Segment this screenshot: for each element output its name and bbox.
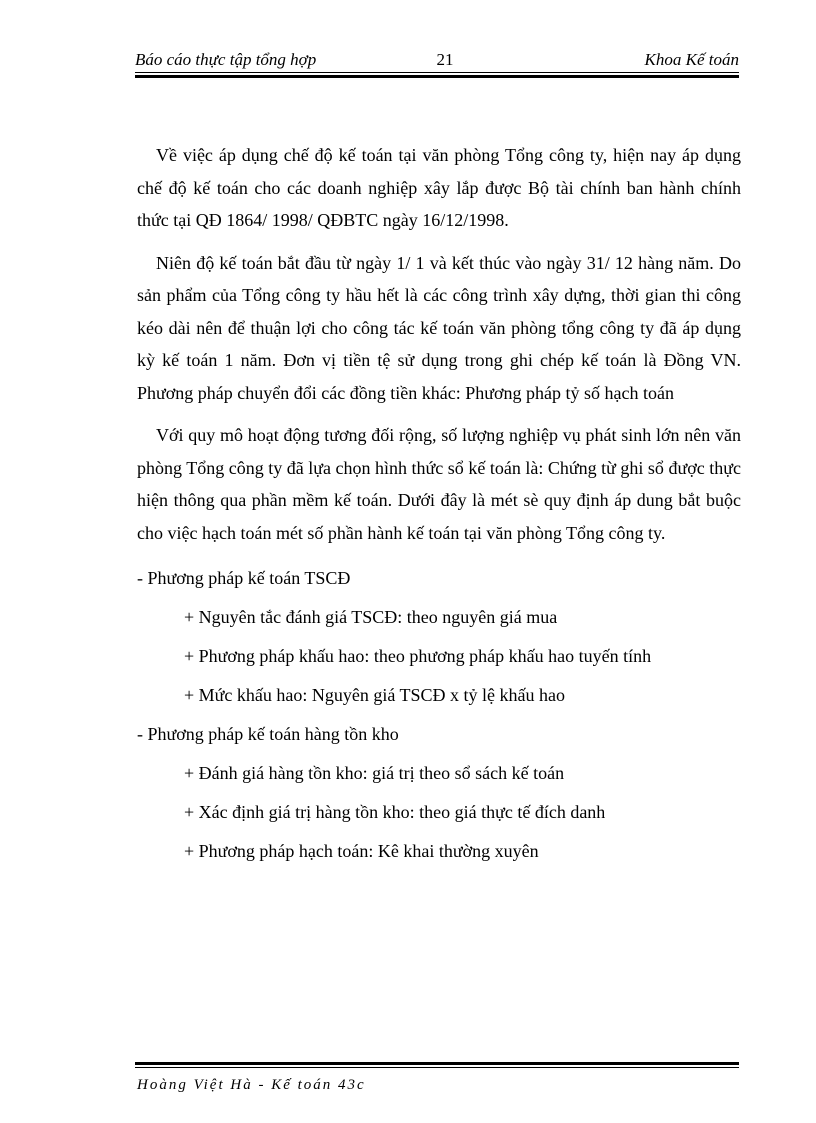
list-fixed-assets [137,559,741,715]
list-item: + Phương pháp khấu hao: theo phương pháp khấu hao tuyến tính [184,646,652,666]
paragraph-accounting-regime: Về việc áp dụng chế độ kế toán tại văn phòng Tổng công ty, hiện nay áp dụng chế độ kế toán cho các doanh nghiệp xây lắp được Bộ tài chính ban hành chính thức tại QĐ 1864/ 1998/ QĐBTC ngày 16/12/1998. [137,145,741,230]
page-header [135,46,739,72]
list-item: + Phương pháp hạch toán: Kê khai thường xuyên [184,841,539,861]
list-item: + Mức khấu hao: Nguyên giá TSCĐ x tỷ lệ khấu hao [184,685,566,705]
list-item: + Nguyên tắc đánh giá TSCĐ: theo nguyên giá mua [184,607,558,627]
list-heading: - Phương pháp kế toán TSCĐ [137,568,351,588]
header-rule-thick [135,75,739,78]
paragraph-fiscal-year: Niên độ kế toán bắt đầu từ ngày 1/ 1 và kết thúc vào ngày 31/ 12 hàng năm. Do sản phẩm của Tổng công ty hầu hết là các công trình xây dựng, thời gian thi công kéo dài nên để thuận lợi cho công tác kế toán văn phòng tổng công ty đã áp dụng kỳ kế toán 1 năm. Đơn vị tiền tệ sử dụng trong ghi chép kế toán là Đồng VN. Phương pháp chuyển đổi các đồng tiền khác: Phương pháp tỷ số hạch toán [137,252,741,403]
page-body [137,139,741,871]
header-department: Khoa Kế toán [644,50,739,69]
list-item: + Xác định giá trị hàng tồn kho: theo giá thực tế đích danh [184,802,606,822]
list-inventory [137,715,741,871]
header-rule-thin [135,72,739,73]
footer-rule-thick [135,1062,739,1065]
paragraph-bookkeeping-form: Với quy mô hoạt động tương đối rộng, số lượng nghiệp vụ phát sinh lớn nên văn phòng Tổng công ty đã lựa chọn hình thức sổ kế toán là: Chứng từ ghi sổ được thực hiện thông qua phần mềm kế toán. Dưới đây là mét sè quy định áp dung bắt buộc cho việc hạch toán mét số phần hành kế toán tại văn phòng Tổng công ty. [137,425,741,543]
list-item: + Đánh giá hàng tồn kho: giá trị theo sổ sách kế toán [184,763,565,783]
header-page-number: 21 [436,50,454,69]
footer-author: Hoàng Việt Hà - Kế toán 43c [137,1077,366,1093]
list-heading: - Phương pháp kế toán hàng tồn kho [137,724,399,744]
header-report-title: Báo cáo thực tập tổng hợp [135,50,317,69]
footer-rule-thin [135,1067,739,1068]
